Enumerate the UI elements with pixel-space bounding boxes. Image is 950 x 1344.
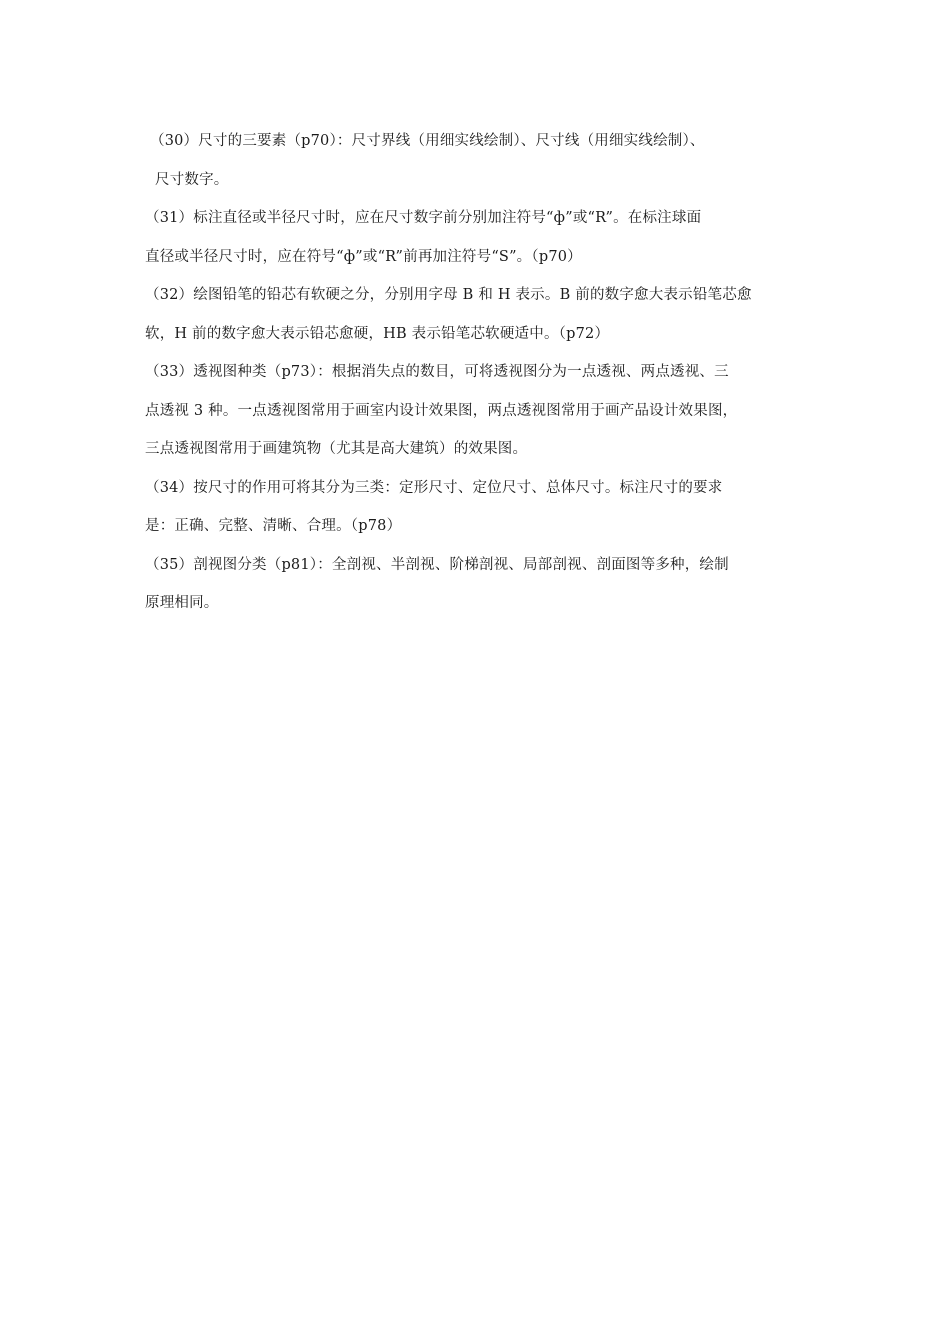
paragraph-35	[145, 546, 817, 623]
paragraph-33	[145, 353, 817, 469]
paragraph-line: 是：正确、完整、清晰、合理。（p78）	[145, 518, 402, 534]
paragraph-31	[145, 199, 817, 276]
paragraph-line: （30）尺寸的三要素（p70）：尺寸界线（用细实线绘制）、尺寸线（用细实线绘制）、	[150, 133, 705, 149]
paragraph-line: 点透视 3 种。一点透视图常用于画室内设计效果图，两点透视图常用于画产品设计效果图，	[145, 402, 738, 419]
paragraph-line: 三点透视图常用于画建筑物（尤其是高大建筑）的效果图。	[145, 441, 528, 457]
paragraph-line: （33）透视图种类（p73）：根据消失点的数目，可将透视图分为一点透视、两点透视、三	[145, 364, 729, 380]
paragraph-line: （35）剖视图分类（p81）：全剖视、半剖视、阶梯剖视、局部剖视、剖面图等多种，绘制	[145, 556, 729, 573]
paragraph-line: （34）按尺寸的作用可将其分为三类：定形尺寸、定位尺寸、总体尺寸。标注尺寸的要求	[145, 479, 723, 496]
paragraph-line: （31）标注直径或半径尺寸时，应在尺寸数字前分别加注符号“ф”或“R”。在标注球面	[145, 210, 702, 226]
paragraph-line: 尺寸数字。	[155, 171, 229, 188]
document-body	[145, 122, 817, 623]
paragraph-line: 原理相同。	[145, 595, 219, 611]
paragraph-line: （32）绘图铅笔的铅芯有软硬之分，分别用字母 B 和 H 表示。B 前的数字愈大表示铅笔芯愈	[145, 287, 752, 303]
paragraph-line: 软，H 前的数字愈大表示铅芯愈硬，HB 表示铅笔芯软硬适中。（p72）	[145, 325, 610, 342]
paragraph-30	[145, 122, 817, 199]
paragraph-34	[145, 469, 817, 546]
paragraph-line: 直径或半径尺寸时，应在符号“ф”或“R”前再加注符号“S”。（p70）	[145, 248, 582, 265]
paragraph-32	[145, 276, 817, 353]
